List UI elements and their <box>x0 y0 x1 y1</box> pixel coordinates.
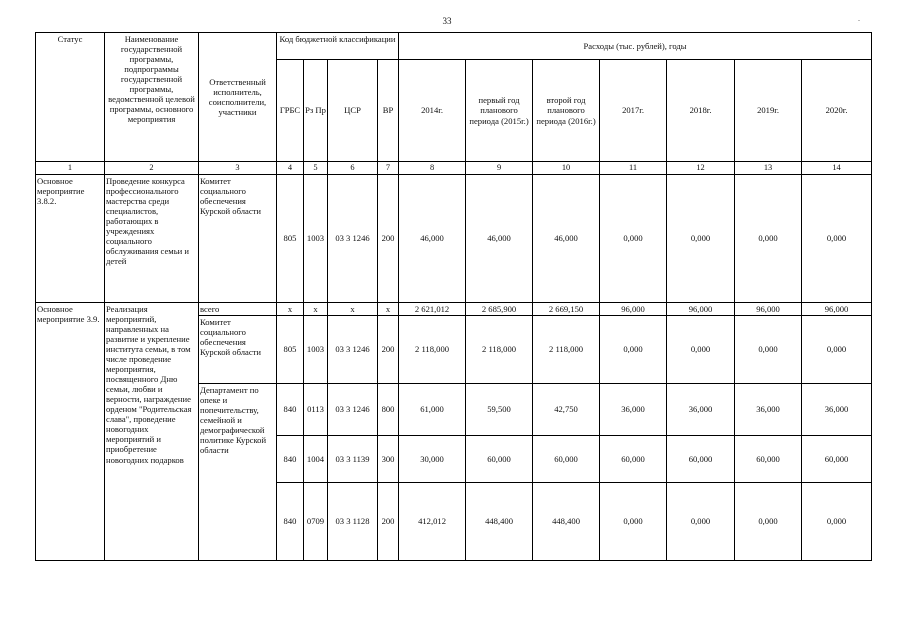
row-executor: Департамент по опеке и попечительству, семейной и демографической политике Курской области <box>199 383 277 560</box>
cell-2017: 36,000 <box>600 383 667 435</box>
cell-2017: 96,000 <box>600 302 667 315</box>
cell-2014: 46,000 <box>399 174 466 302</box>
cell-2018: 0,000 <box>667 315 735 383</box>
column-number: 14 <box>802 162 872 175</box>
cell-2018: 36,000 <box>667 383 735 435</box>
column-number: 10 <box>533 162 600 175</box>
cell-csr: х <box>328 302 378 315</box>
cell-2019: 0,000 <box>735 174 802 302</box>
header-budget-code: Код бюджетной классификации <box>277 33 399 60</box>
header-executor: Ответственный исполнитель, соисполнители, участники <box>199 33 277 162</box>
column-number-row <box>36 162 872 175</box>
cell-rzpr: 0709 <box>304 482 328 560</box>
cell-grbs: 840 <box>277 435 304 482</box>
budget-table <box>35 32 872 561</box>
header-2017: 2017г. <box>600 60 667 162</box>
cell-2016: 60,000 <box>533 435 600 482</box>
row-status: Основное мероприятие 3.8.2. <box>36 174 105 302</box>
header-row-1 <box>36 33 872 60</box>
table-row <box>36 174 872 302</box>
cell-csr: 03 3 1246 <box>328 315 378 383</box>
header-status: Статус <box>36 33 105 162</box>
cell-2019: 0,000 <box>735 482 802 560</box>
header-2018: 2018г. <box>667 60 735 162</box>
cell-2014: 412,012 <box>399 482 466 560</box>
cell-2014: 61,000 <box>399 383 466 435</box>
cell-csr: 03 3 1128 <box>328 482 378 560</box>
column-number: 3 <box>199 162 277 175</box>
header-2015: первый год планового периода (2015г.) <box>466 60 533 162</box>
row-executor: Комитет социального обеспечения Курской области <box>199 174 277 302</box>
cell-rzpr: х <box>304 302 328 315</box>
cell-vr: 300 <box>378 435 399 482</box>
cell-csr: 03 3 1246 <box>328 383 378 435</box>
cell-2020: 0,000 <box>802 482 872 560</box>
column-number: 12 <box>667 162 735 175</box>
cell-csr: 03 3 1246 <box>328 174 378 302</box>
cell-2020: 0,000 <box>802 174 872 302</box>
cell-2020: 36,000 <box>802 383 872 435</box>
cell-2017: 0,000 <box>600 174 667 302</box>
cell-grbs: 805 <box>277 315 304 383</box>
cell-2015: 46,000 <box>466 174 533 302</box>
cell-2017: 0,000 <box>600 315 667 383</box>
column-number: 6 <box>328 162 378 175</box>
cell-2015: 60,000 <box>466 435 533 482</box>
cell-2016: 42,750 <box>533 383 600 435</box>
column-number: 8 <box>399 162 466 175</box>
cell-2016: 448,400 <box>533 482 600 560</box>
cell-vr: х <box>378 302 399 315</box>
page-number: 33 <box>442 16 452 26</box>
cell-2016: 46,000 <box>533 174 600 302</box>
cell-csr: 03 3 1139 <box>328 435 378 482</box>
header-2014: 2014г. <box>399 60 466 162</box>
cell-rzpr: 1003 <box>304 315 328 383</box>
cell-vr: 200 <box>378 482 399 560</box>
header-expenses: Расходы (тыс. рублей), годы <box>399 33 872 60</box>
cell-vr: 800 <box>378 383 399 435</box>
cell-vr: 200 <box>378 315 399 383</box>
header-vr: ВР <box>378 60 399 162</box>
row-name: Реализация мероприятий, направленных на развитие и укрепление института семьи, в том числе проведение мероприятия, посвященного Дню семьи, любви и верности, награждение орденом "Родительская слава", проведение новогодних мероприятий и приобретение новогодних подарков <box>105 302 199 560</box>
column-number: 2 <box>105 162 199 175</box>
row-name: Проведение конкурса профессионального мастерства среди специалистов, работающих в учреждениях социального обслуживания семьи и детей <box>105 174 199 302</box>
cell-vr: 200 <box>378 174 399 302</box>
cell-2020: 60,000 <box>802 435 872 482</box>
cell-2017: 60,000 <box>600 435 667 482</box>
cell-2018: 60,000 <box>667 435 735 482</box>
row-executor: всего <box>199 302 277 315</box>
cell-2015: 59,500 <box>466 383 533 435</box>
cell-2018: 0,000 <box>667 482 735 560</box>
cell-2019: 60,000 <box>735 435 802 482</box>
cell-2018: 0,000 <box>667 174 735 302</box>
cell-2020: 96,000 <box>802 302 872 315</box>
header-grbs: ГРБС <box>277 60 304 162</box>
header-name: Наименование государственной программы, подпрограммы государственной программы, ведомственной целевой программы, основного мероприятия <box>105 33 199 162</box>
cell-grbs: 840 <box>277 383 304 435</box>
cell-2019: 36,000 <box>735 383 802 435</box>
column-number: 13 <box>735 162 802 175</box>
column-number: 4 <box>277 162 304 175</box>
column-number: 9 <box>466 162 533 175</box>
column-number: 7 <box>378 162 399 175</box>
cell-rzpr: 0113 <box>304 383 328 435</box>
header-2016: второй год планового периода (2016г.) <box>533 60 600 162</box>
cell-grbs: х <box>277 302 304 315</box>
row-executor: Комитет социального обеспечения Курской области <box>199 315 277 383</box>
cell-2019: 96,000 <box>735 302 802 315</box>
header-csr: ЦСР <box>328 60 378 162</box>
cell-2015: 448,400 <box>466 482 533 560</box>
cell-2017: 0,000 <box>600 482 667 560</box>
cell-rzpr: 1003 <box>304 174 328 302</box>
cell-2016: 2 669,150 <box>533 302 600 315</box>
column-number: 1 <box>36 162 105 175</box>
cell-2015: 2 685,900 <box>466 302 533 315</box>
cell-2014: 30,000 <box>399 435 466 482</box>
cell-2018: 96,000 <box>667 302 735 315</box>
cell-grbs: 840 <box>277 482 304 560</box>
cell-2019: 0,000 <box>735 315 802 383</box>
header-rzpr: Рз Пр <box>304 60 328 162</box>
column-number: 11 <box>600 162 667 175</box>
row-status: Основное мероприятие 3.9. <box>36 302 105 560</box>
corner-mark: . <box>858 14 860 23</box>
cell-2014: 2 118,000 <box>399 315 466 383</box>
column-number: 5 <box>304 162 328 175</box>
cell-2015: 2 118,000 <box>466 315 533 383</box>
header-2020: 2020г. <box>802 60 872 162</box>
cell-grbs: 805 <box>277 174 304 302</box>
table-row <box>36 302 872 315</box>
header-2019: 2019г. <box>735 60 802 162</box>
cell-2016: 2 118,000 <box>533 315 600 383</box>
cell-2014: 2 621,012 <box>399 302 466 315</box>
cell-rzpr: 1004 <box>304 435 328 482</box>
cell-2020: 0,000 <box>802 315 872 383</box>
